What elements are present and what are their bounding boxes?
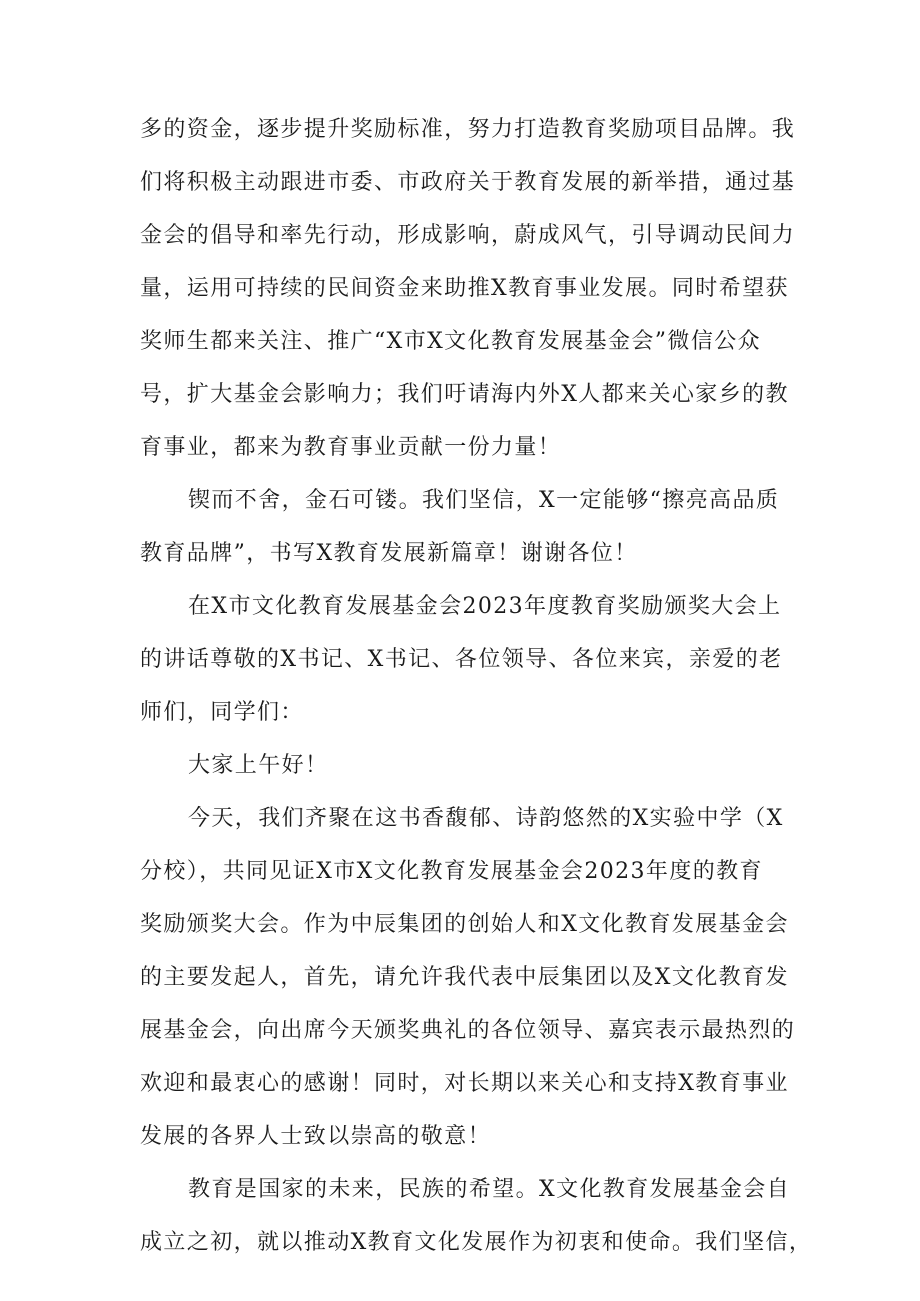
paragraph-first-line: 锲而不舍，金石可镂。我们坚信，X一定能够“擦亮高品质 [188, 488, 780, 513]
text-line: 欢迎和最衷心的感谢！同时，对长期以来关心和支持X教育事业 [140, 1071, 789, 1096]
text-line: 们将积极主动跟进市委、市政府关于教育发展的新举措，通过基 [140, 170, 796, 195]
text-line: 展基金会，向出席今天颁奖典礼的各位领导、嘉宾表示最热烈的 [140, 1018, 796, 1043]
greeting-line: 大家上午好！ [188, 753, 329, 778]
paragraph-first-line: 教育是国家的未来，民族的希望。X文化教育发展基金会自 [188, 1177, 791, 1202]
text-line: 师们，同学们： [140, 700, 304, 725]
text-line: 成立之初，就以推动X教育文化发展作为初衷和使命。我们坚信， [140, 1230, 813, 1255]
text-line: 奖师生都来关注、推广“X市X文化教育发展基金会”微信公众 [140, 329, 762, 354]
text-line: 金会的倡导和率先行动，形成影响，蔚成风气，引导调动民间力 [140, 223, 796, 248]
text-line: 分校），共同见证X市X文化教育发展基金会2023年度的教育 [140, 859, 763, 884]
text-line: 多的资金，逐步提升奖励标准，努力打造教育奖励项目品牌。我 [140, 117, 796, 142]
text-line: 奖励颁奖大会。作为中辰集团的创始人和X文化教育发展基金会 [140, 912, 789, 937]
paragraph-first-line: 今天，我们齐聚在这书香馥郁、诗韵悠然的X实验中学（X [188, 806, 784, 831]
text-line: 育事业，都来为教育事业贡献一份力量！ [140, 435, 562, 460]
text-line: 的讲话尊敬的X书记、X书记、各位领导、各位来宾，亲爱的老 [140, 647, 783, 672]
text-line: 量，运用可持续的民间资金来助推X教育事业发展。同时希望获 [140, 276, 789, 301]
paragraph-first-line: 在X市文化教育发展基金会2023年度教育奖励颁奖大会上 [188, 594, 782, 619]
text-line: 号，扩大基金会影响力；我们吁请海内外X人都来关心家乡的教 [140, 382, 789, 407]
text-line: 发展的各界人士致以崇高的敬意！ [140, 1124, 492, 1149]
text-line: 教育品牌”，书写X教育发展新篇章！谢谢各位！ [140, 541, 638, 566]
text-line: 的主要发起人，首先，请允许我代表中辰集团以及X文化教育发 [140, 965, 789, 990]
